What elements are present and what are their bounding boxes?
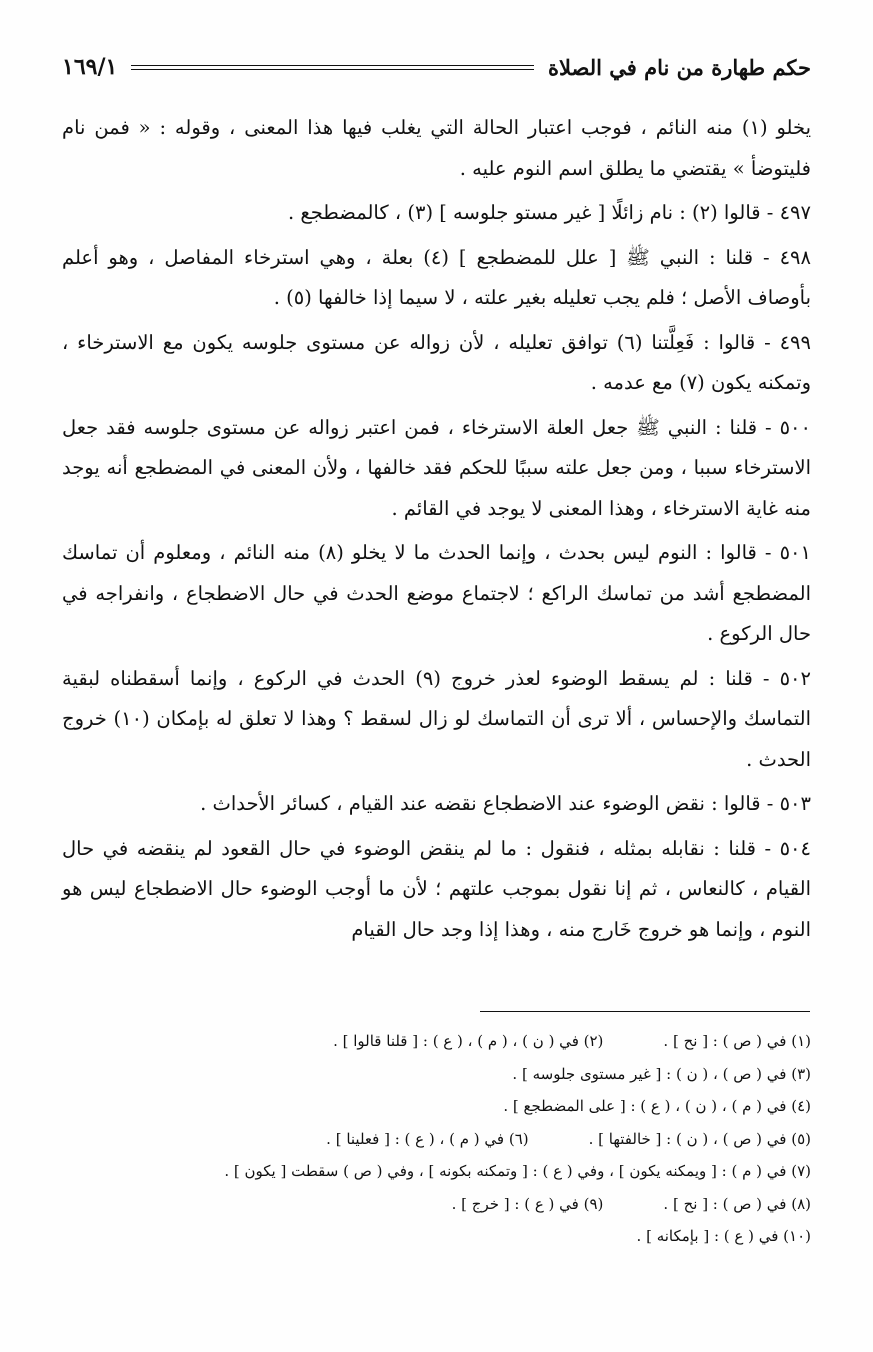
footnote: (١) في ( ص ) : [ نح ] .	[663, 1032, 811, 1050]
paragraph: ٥٠٤ - قلنا : نقابله بمثله ، فنقول : ما لم ينقض الوضوء في حال القعود لم ينقضه في حال القيام ، كالنعاس ، ثم إنا نقول بموجب علتهم ؛ لأن ما أوجب الوضوء حال الاضطجاع ليس هو النوم ، وإنما هو خروج خَارج منه ، وهذا إذا وجد حال القيام	[62, 836, 811, 941]
paragraph: ٥٠٢ - قلنا : لم يسقط الوضوء لعذر خروج (٩) الحدث في الركوع ، وإنما أسقطناه لبقية التماسك والإحساس ، ألا ترى أن التماسك لو زال لسقط ؟ وهذا لا تعلق له بإمكان (١٠) خروج الحدث .	[62, 666, 812, 771]
footnote-row	[62, 1155, 811, 1188]
footnote: (٧) في ( م ) : [ ويمكنه يكون ] ، وفي ( ع ) : [ وتمكنه بكونه ] ، وفي ( ص ) سقطت [ يكون ] .	[224, 1162, 811, 1180]
header-title: حكم طهارة من نام في الصلاة	[547, 54, 811, 80]
footnote: (٤) في ( م ) ، ( ن ) ، ( ع ) : [ على المضطجع ] .	[503, 1097, 811, 1115]
footnote: (٥) في ( ص ) ، ( ن ) : [ خالفتها ] .	[588, 1129, 811, 1148]
paragraph: ٤٩٨ - قلنا : النبي ﷺ [ علل للمضطجع ] (٤) بعلة ، وهي استرخاء المفاصل ، وهو أعلم بأوصاف الأصل ؛ فلم يجب تعليله بغير علته ، لا سيما إذا خالفها (٥) .	[62, 245, 811, 309]
paragraph: يخلو (١) منه النائم ، فوجب اعتبار الحالة التي يغلب فيها هذا المعنى ، وقوله : « فمن نام فليتوضأ » يقتضي ما يطلق اسم النوم عليه .	[62, 116, 811, 180]
paragraph: ٤٩٩ - قالوا : فَعِلَّتنا (٦) توافق تعليله ، لأن زواله عن مستوى جلوسه يكون مع الاسترخاء ، وتمكنه يكون (٧) مع عدمه .	[62, 330, 811, 394]
header-rule	[131, 65, 534, 70]
main-text	[62, 108, 811, 954]
footnote-separator	[480, 1011, 810, 1012]
footnote-row	[62, 1188, 811, 1221]
footnote: (٦) في ( م ) ، ( ع ) : [ فعلينا ] .	[326, 1129, 529, 1148]
footnote-row	[62, 1058, 811, 1091]
running-header	[62, 50, 811, 84]
paragraph: ٥٠٣ - قالوا : نقض الوضوء عند الاضطجاع نقضه عند القيام ، كسائر الأحداث .	[200, 792, 811, 815]
footnote: (٩) في ( ع ) : [ خرج ] .	[451, 1194, 604, 1213]
footnote: (٢) في ( ن ) ، ( م ) ، ( ع ) : [ قلنا قالوا ] .	[333, 1032, 604, 1050]
footnotes	[62, 1025, 811, 1253]
footnote: (٨) في ( ص ) : [ نح ] .	[663, 1194, 811, 1213]
footnote-row	[62, 1220, 811, 1253]
page-number: ١٦٩/١	[62, 54, 118, 80]
footnote: (١٠) في ( ع ) : [ بإمكانه ] .	[636, 1227, 811, 1245]
footnote: (٣) في ( ص ) ، ( ن ) : [ غير مستوى جلوسه ] .	[512, 1064, 811, 1083]
footnote-row	[62, 1123, 811, 1156]
footnote-row	[62, 1025, 811, 1058]
paragraph: ٥٠١ - قالوا : النوم ليس بحدث ، وإنما الحدث ما لا يخلو (٨) منه النائم ، ومعلوم أن تماسك المضطجع أشد من تماسك الراكع ؛ لاجتماع موضع الحدث في حال الاضطجاع ، وانفراجه في حال الركوع .	[62, 541, 811, 645]
footnote-row	[62, 1090, 811, 1123]
paragraph: ٤٩٧ - قالوا (٢) : نام زائلًا [ غير مستو جلوسه ] (٣) ، كالمضطجع .	[287, 201, 811, 224]
paragraph: ٥٠٠ - قلنا : النبي ﷺ جعل العلة الاسترخاء ، فمن اعتبر زواله عن مستوى جلوسه فقد جعل الاسترخاء سببا ، ومن جعل علته سببًا للحكم فقد خالفها ، ولأن المعنى في المضطجع أنه يوجد منه غاية الاسترخاء ، وهذا المعنى لا يوجد في القائم .	[62, 415, 811, 520]
